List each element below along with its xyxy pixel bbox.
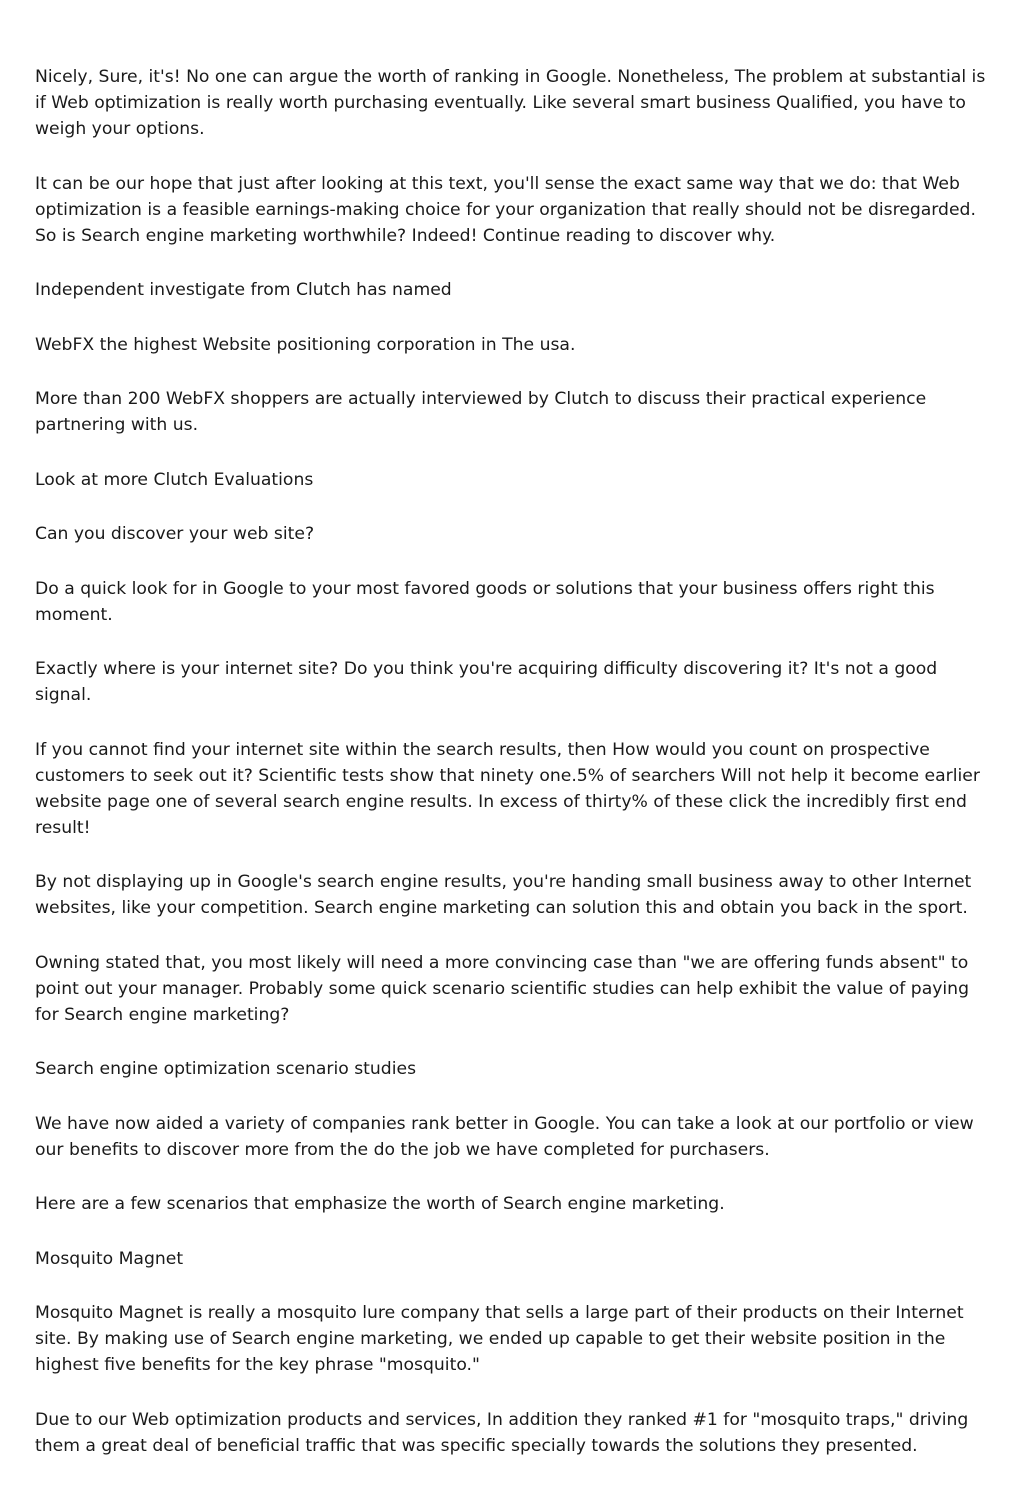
paragraph: Nicely, Sure, it's! No one can argue the worth of ranking in Google. Nonetheless, The problem at substantial is if Web optimization is really worth purchasing eventually. Like several smart business Qualified, you have to weigh your options.	[35, 67, 986, 139]
paragraph: Mosquito Magnet is really a mosquito lure company that sells a large part of their products on their Internet site. By making use of Search engine marketing, we ended up capable to get their website position in the highest five benefits for the key phrase "mosquito."	[35, 1303, 964, 1375]
paragraph: We have now aided a variety of companies rank better in Google. You can take a look at our portfolio or view our benefits to discover more from the do the job we have completed for purchasers.	[35, 1113, 974, 1160]
paragraph: WebFX the highest Website positioning corporation in The usa.	[35, 334, 576, 355]
section-heading: Mosquito Magnet	[35, 1248, 184, 1269]
paragraph: Independent investigate from Clutch has named	[35, 280, 452, 300]
paragraph: Do a quick look for in Google to your most favored goods or solutions that your business offers right this moment.	[35, 578, 935, 625]
paragraph: Due to our Web optimization products and services, In addition they ranked #1 for "mosquito traps," driving them a great deal of beneficial traffic that was specific specially towards the solutions they presented.	[35, 1409, 969, 1456]
paragraph: Here are a few scenarios that emphasize the worth of Search engine marketing.	[35, 1194, 725, 1214]
paragraph: If you cannot find your internet site within the search results, then How would you count on prospective customers to seek out it? Scientific tests show that ninety one.5% of searchers Will not help it become earlier website page one of several search engine results. In excess of thirty% of these click the incredibly first end result!	[35, 739, 980, 838]
paragraph: It can be our hope that just after looking at this text, you'll sense the exact same way that we do: that Web optimization is a feasible earnings-making choice for your organization that really should not be disregarded. So is Search engine marketing worthwhile? Indeed! Continue reading to discover why.	[35, 173, 976, 246]
paragraph: More than 200 WebFX shoppers are actually interviewed by Clutch to discuss their practical experience partnering with us.	[35, 389, 927, 435]
paragraph: Exactly where is your internet site? Do you think you're acquiring difficulty discovering it? It's not a good signal.	[35, 659, 938, 705]
paragraph: Can you discover your web site?	[35, 524, 315, 544]
paragraph: Owning stated that, you most likely will need a more convincing case than "we are offering funds absent" to point out your manager. Probably some quick scenario scientific studies can help exhibit the value of paying for Search engine marketing?	[35, 952, 969, 1025]
document-body	[35, 64, 993, 1487]
paragraph: By not displaying up in Google's search engine results, you're handing small business away to other Internet websites, like your competition. Search engine marketing can solution this and obtain you back in the sport.	[35, 872, 972, 918]
paragraph: Look at more Clutch Evaluations	[35, 469, 314, 490]
section-heading: Search engine optimization scenario studies	[35, 1059, 417, 1079]
